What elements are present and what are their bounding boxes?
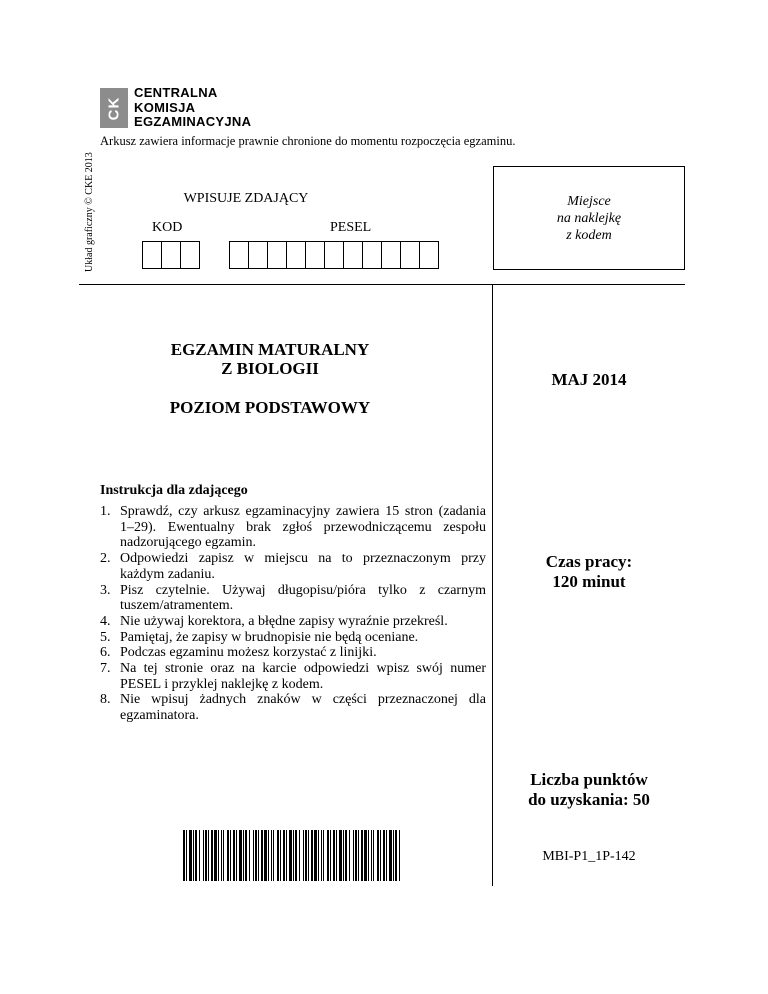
- cke-logo-text: [134, 86, 251, 130]
- exam-title-line-2: Z BIOLOGII: [221, 359, 319, 378]
- instructions-heading: Instrukcja dla zdającego: [100, 483, 248, 498]
- instruction-item: 7. Na tej stronie oraz na karcie odpowiedzi wpisz swój numer PESEL i przyklej naklejkę z kodem.: [100, 661, 486, 692]
- logo-line-2: KOMISJA: [134, 99, 196, 115]
- instruction-item: 2. Odpowiedzi zapisz w miejscu na to przeznaczonym przy każdym zadaniu.: [100, 551, 486, 582]
- pesel-digit-box[interactable]: [343, 241, 363, 269]
- graphic-layout-credit: Układ graficzny © CKE 2013: [84, 152, 95, 272]
- instructions-list: [100, 504, 486, 724]
- points-label-line-2: do uzyskania: 50: [528, 790, 650, 809]
- instruction-item: 8. Nie wpisuj żadnych znaków w części przeznaczonej dla egzaminatora.: [100, 692, 486, 724]
- pesel-input-boxes[interactable]: [229, 241, 438, 269]
- instruction-item: 4. Nie używaj korektora, a błędne zapisy wyraźnie przekreśl.: [100, 613, 448, 629]
- kod-label: KOD: [152, 220, 183, 235]
- pesel-digit-box[interactable]: [362, 241, 382, 269]
- kod-digit-box[interactable]: [142, 241, 162, 269]
- instruction-item: 1. Sprawdź, czy arkusz egzaminacyjny zawiera 15 stron (zadania 1–29). Ewentualny brak zgłoś przewodniczącemu zespołu nadzorującego egzamin.: [100, 504, 486, 551]
- barcode: [183, 830, 400, 881]
- pesel-digit-box[interactable]: [419, 241, 439, 269]
- pesel-digit-box[interactable]: [286, 241, 306, 269]
- legal-notice: Arkusz zawiera informacje prawnie chronione do momentu rozpoczęcia egzaminu.: [100, 134, 516, 148]
- pesel-digit-box[interactable]: [381, 241, 401, 269]
- pesel-digit-box[interactable]: [248, 241, 268, 269]
- logo-line-3: EGZAMINACYJNA: [134, 114, 252, 129]
- pesel-label: PESEL: [330, 220, 372, 235]
- exam-duration: [493, 552, 685, 592]
- duration-value: 120 minut: [552, 572, 626, 591]
- sticker-line-3: z kodem: [566, 227, 612, 243]
- pesel-digit-box[interactable]: [324, 241, 344, 269]
- kod-digit-box[interactable]: [180, 241, 200, 269]
- pesel-digit-box[interactable]: [229, 241, 249, 269]
- exam-session: MAJ 2014: [551, 370, 627, 389]
- max-points: [493, 770, 685, 810]
- exam-code: MBI-P1_1P-142: [542, 849, 636, 864]
- cke-logo-mark: [100, 88, 128, 128]
- candidate-section-title: WPISUJE ZDAJĄCY: [183, 191, 309, 206]
- instruction-item: 6. Podczas egzaminu możesz korzystać z linijki.: [100, 645, 377, 661]
- exam-level: POZIOM PODSTAWOWY: [169, 398, 371, 417]
- exam-title: [150, 340, 390, 378]
- horizontal-divider: [79, 284, 685, 285]
- sticker-placeholder: [493, 166, 685, 270]
- instruction-item: 3. Pisz czytelnie. Używaj długopisu/pióra tylko z czarnym tuszem/atramentem.: [100, 582, 486, 614]
- pesel-digit-box[interactable]: [305, 241, 325, 269]
- logo-mark-text: CK: [105, 96, 123, 120]
- instruction-item: 5. Pamiętaj, że zapisy w brudnopisie nie będą oceniane.: [100, 629, 419, 645]
- kod-input-boxes[interactable]: [142, 241, 199, 269]
- pesel-digit-box[interactable]: [267, 241, 287, 269]
- kod-digit-box[interactable]: [161, 241, 181, 269]
- duration-label: Czas pracy:: [545, 552, 633, 571]
- sticker-line-1: Miejsce: [567, 193, 611, 209]
- sticker-line-2: na naklejkę: [556, 210, 622, 226]
- logo-line-1: CENTRALNA: [134, 85, 218, 100]
- points-label-line-1: Liczba punktów: [530, 770, 648, 789]
- pesel-digit-box[interactable]: [400, 241, 420, 269]
- exam-title-line-1: EGZAMIN MATURALNY: [170, 340, 370, 359]
